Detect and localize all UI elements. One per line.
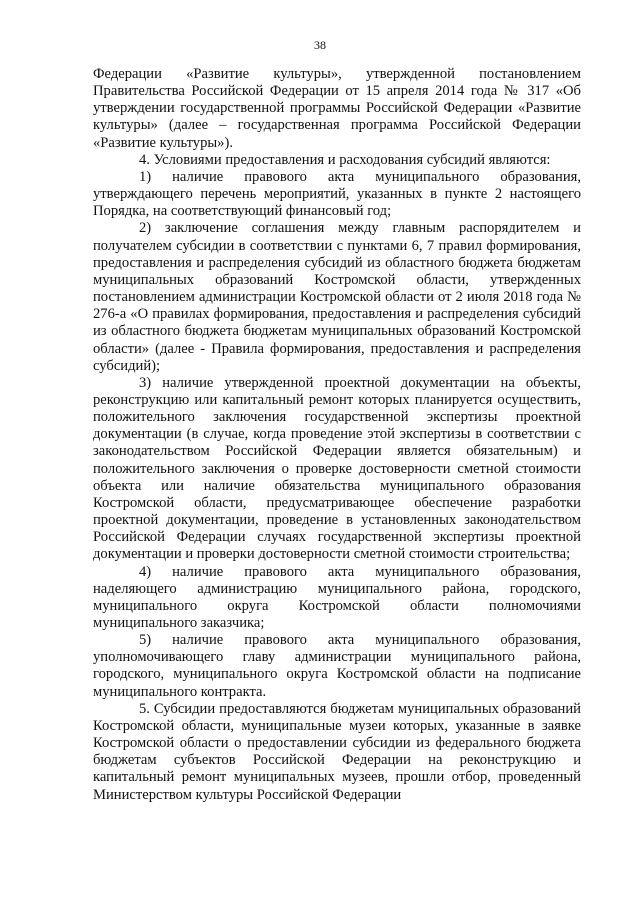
paragraph-continuation: Федерации «Развитие культуры», утвержденной постановлением Правительства Российской Федерации от 15 апреля 2014 года № 317 «Об утверждении государственной программы Российской Федерации «Развитие культуры» (далее – государственная программа Российской Федерации «Развитие культуры»). (93, 66, 581, 151)
paragraph-subitem-4: 4) наличие правового акта муниципального образования, наделяющего администрацию муниципального района, городского, муниципального округа Костромской области полномочиями муниципального заказчика; (93, 563, 581, 631)
paragraph-subitem-3: 3) наличие утвержденной проектной документации на объекты, реконструкцию или капитальный ремонт которых планируется осуществить, положительного заключения государственной экспертизы проектной документации (в случае, когда проведение этой экспертизы в соответствии с законодательством Российской Федерации является обязательным) и положительного заключения о проверке достоверности сметной стоимости объекта или наличие обязательства муниципального образования Костромской области, предусматривающее обеспечение разработки проектной документации, проведение в установленных законодательством Российской Федерации случаях государственной экспертизы проектной документации и проверки достоверности сметной стоимости строительства; (93, 374, 581, 563)
paragraph-item-5: 5. Субсидии предоставляются бюджетам муниципальных образований Костромской области, муниципальные музеи которых, указанные в заявке Костромской области о предоставлении субсидии из федерального бюджета бюджетам субъектов Российской Федерации на реконструкцию и капитальный ремонт муниципальных музеев, прошли отбор, проведенный Министерством культуры Российской Федерации (93, 700, 581, 803)
document-body (93, 66, 581, 804)
paragraph-subitem-2: 2) заключение соглашения между главным распорядителем и получателем субсидии в соответствии с пунктами 6, 7 правил формирования, предоставления и распределения субсидий из областного бюджета бюджетам муниципальных образований Костромской области, утвержденных постановлением администрации Костромской области от 2 июля 2018 года № 276-а «О правилах формирования, предоставления и распределения субсидий из областного бюджета бюджетам муниципальных образований Костромской области» (далее - Правила формирования, предоставления и распределения субсидий); (93, 220, 581, 374)
paragraph-subitem-5: 5) наличие правового акта муниципального образования, уполномочивающего главу администрации муниципального района, городского, муниципального округа Костромской области на подписание муниципального контракта. (93, 632, 581, 700)
paragraph-item-4: 4. Условиями предоставления и расходования субсидий являются: (139, 151, 551, 168)
paragraph-subitem-1: 1) наличие правового акта муниципального образования, утверждающего перечень мероприятий, указанных в пункте 2 настоящего Порядка, на соответствующий финансовый год; (93, 168, 581, 220)
page-number: 38 (314, 38, 326, 52)
